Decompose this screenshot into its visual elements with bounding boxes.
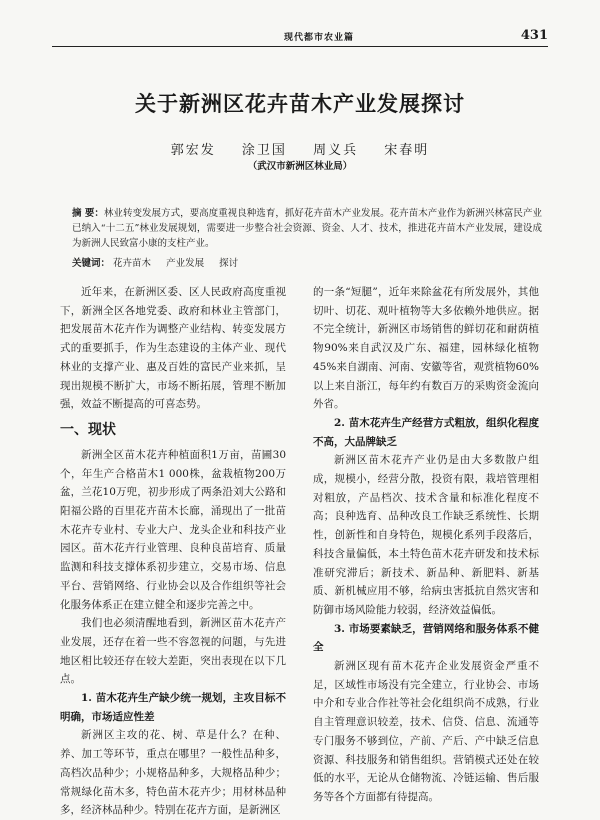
body-paragraph: 的一条“短腿”，近年来除盆花有所发展外，其他切叶、切花、观叶植物等大多依赖外地供应。据不完全统计，新洲区市场销售的鲜切花和耐荫植物90%来自武汉及广东、福建，园林绿化植物45%来自湖南、河南、安徽等省，观赏植物60%以上来自浙江，每年约有数百万的采购资金流向外省。	[313, 286, 539, 411]
page-number: 431	[520, 28, 548, 43]
journal-name: 现代都市农业篇	[284, 33, 355, 43]
body-paragraph: 新洲区现有苗木花卉企业发展资金严重不足，区域性市场没有完全建立，行业协会、市场中介和专业合作社等社会化组织尚不成熟，行业自主管理意识较差，技术、信贷、信息、流通等专门服务不够到位，产前、产后、产中缺乏信息资源、科技服务和销售组织。营销模式还处在较低的水平，无论从仓储物流、冷链运输、售后服务等各个方面都有待提高。	[313, 660, 539, 803]
right-column	[313, 283, 539, 807]
affiliation: （武汉市新洲区林业局）	[247, 161, 353, 172]
body-paragraph: 新洲全区苗木花卉种植面积1万亩，苗圃30个，年生产合格苗木1 000株，盆栽植物200万盆，兰花10万兜，初步形成了两条沿刘大公路和阳福公路的百里花卉苗木长廊，涌现出了一批苗木花卉专业村、专业大户、龙头企业和科技产业园区。苗木花卉行业管理、良种良苗培育、质量监测和科技支撑体系初步建立，交易市场、信息平台、营销网络、行业协会以及合作组织等社会化服务体系正在建立健全和逐步完善之中。	[60, 448, 286, 611]
running-header	[52, 28, 548, 47]
keyword: 探讨	[219, 258, 239, 269]
subsection-heading: 1. 苗木花卉生产缺少统一规划，主攻目标不明确，市场适应性差	[60, 692, 286, 723]
body-paragraph: 新洲区苗木花卉产业仍是由大多数散户组成，规模小，经营分散，投资有限，栽培管理相对粗放，产品档次、技术含量和标准化程度不高；良种选育、品种改良工作缺乏系统性、长期性，创新性和自身特色，规模化系列手段落后，科技含量偏低，本土特色苗木花卉研发和技术标准研究滞后；新技术、新品种、新肥料、新基质、新机械应用不够，给病虫害抵抗自然灾害和防御市场风险能力较弱，经济效益偏低。	[313, 454, 539, 616]
author-4: 宋春明	[384, 143, 430, 158]
author-1: 郭宏发	[170, 143, 216, 158]
body-paragraph: 新洲区主攻的花、树、草是什么？在种、养、加工等环节，重点在哪里？一般性品种多，高档次品种少；小规格品种多，大规格品种少；常规绿化苗木多，特色苗木花卉少；用材林品种多，经济林品种少。特别在花卉方面，是新洲区	[60, 729, 286, 817]
keyword: 花卉苗木	[113, 258, 152, 269]
left-column	[60, 283, 286, 820]
author-3: 周义兵	[313, 143, 359, 158]
author-2: 涂卫国	[241, 143, 287, 158]
author-list	[0, 139, 600, 158]
abstract-text: 林业转变发展方式，要高度重视良种选育，抓好花卉苗木产业发展。花卉苗木产业作为新洲兴林富民产业已纳入“十二五”林业发展规划，需要进一步整合社会资源、资金、人才、技术，推进花卉苗木产业发展，建设成为新洲人民致富小康的支柱产业。	[72, 208, 542, 249]
subsection-heading: 3. 市场要素缺乏，营销网络和服务体系不健全	[313, 622, 539, 654]
abstract-label: 摘 要：	[72, 208, 104, 219]
keywords	[72, 256, 542, 271]
intro-paragraph: 近年来，在新洲区委、区人民政府高度重视下，新洲全区各地党委、政府和林业主管部门，把发展苗木花卉作为调整产业结构、转变发展方式的重要抓手，作为生态建设的主体产业、现代林业的支撑产业、惠及百姓的富民产业来抓，呈现出规模不断扩大，市场不断拓展，管理不断加强，效益不断提高的可喜态势。	[60, 286, 286, 411]
paper-title: 关于新洲区花卉苗木产业发展探讨	[135, 92, 465, 116]
keywords-label: 关键词：	[72, 258, 111, 269]
subsection-heading: 2. 苗木花卉生产经营方式粗放，组织化程度不高，大品牌缺乏	[313, 416, 539, 448]
section-heading: 一、现状	[60, 421, 116, 438]
abstract	[72, 206, 542, 251]
body-paragraph: 我们也必须清醒地看到，新洲区苗木花卉产业发展，还存在着一些不容忽视的问题，与先进地区相比较还存在较大差距，突出表现在以下几点。	[60, 617, 286, 686]
keyword: 产业发展	[166, 258, 205, 269]
